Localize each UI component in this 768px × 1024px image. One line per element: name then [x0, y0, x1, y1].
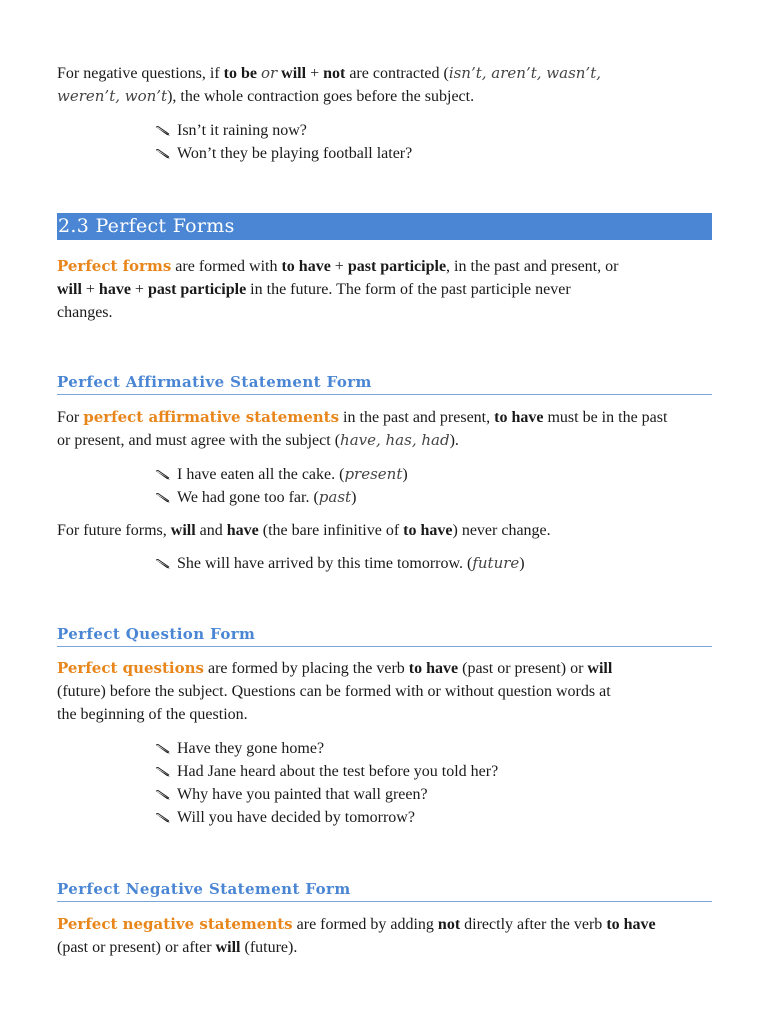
pen-nib-icon [155, 767, 171, 777]
question-examples [155, 737, 498, 829]
pen-nib-icon [155, 559, 171, 569]
list-item: Why have you painted that wall green? [155, 783, 498, 806]
pen-nib-icon [155, 813, 171, 823]
pen-nib-icon [155, 149, 171, 159]
pen-nib-icon [155, 790, 171, 800]
list-item: Won’t they be playing football later? [155, 142, 412, 165]
pen-nib-icon [155, 126, 171, 136]
future-example [155, 552, 525, 575]
question-subheading: Perfect Question Form [57, 624, 712, 647]
negative-question-examples [155, 119, 412, 165]
list-item: Have they gone home? [155, 737, 498, 760]
affirmative-paragraph: For perfect affirmative statements in the past and present, to have must be in the past or present, and must agree with the subject (have, has, had). [57, 408, 668, 449]
negative-paragraph: Perfect negative statements are formed by adding not directly after the verb to have (past or present) or after will (future). [57, 915, 656, 956]
list-item: She will have arrived by this time tomorrow. ( future ) [155, 552, 525, 575]
pen-nib-icon [155, 470, 171, 480]
affirmative-subheading: Perfect Affirmative Statement Form [57, 372, 712, 395]
section-heading: 2.3 Perfect Forms [57, 213, 712, 240]
perfect-forms-paragraph: Perfect forms are formed with to have + past participle, in the past and present, or will + have + past participle in the future. The form of the past participle never changes. [57, 257, 619, 321]
list-item: Had Jane heard about the test before you told her? [155, 760, 498, 783]
list-item: We had gone too far. ( past ) [155, 486, 408, 509]
pen-nib-icon [155, 493, 171, 503]
list-item: Isn’t it raining now? [155, 119, 412, 142]
negative-subheading: Perfect Negative Statement Form [57, 879, 712, 902]
pen-nib-icon [155, 744, 171, 754]
affirmative-examples [155, 463, 408, 509]
question-paragraph: Perfect questions are formed by placing the verb to have (past or present) or will (future) before the subject. Questions can be formed with or without question words at the beginning of the question. [57, 659, 613, 723]
list-item: Will you have decided by tomorrow? [155, 806, 498, 829]
list-item: I have eaten all the cake. ( present ) [155, 463, 408, 486]
future-forms-paragraph: For future forms, will and have (the bare infinitive of to have) never change. [57, 522, 551, 539]
negative-questions-paragraph: For negative questions, if to be or will + not are contracted (isn’t, aren’t, wasn’t, weren’t, won’t), the whole contraction goes before the subject. [57, 64, 601, 105]
